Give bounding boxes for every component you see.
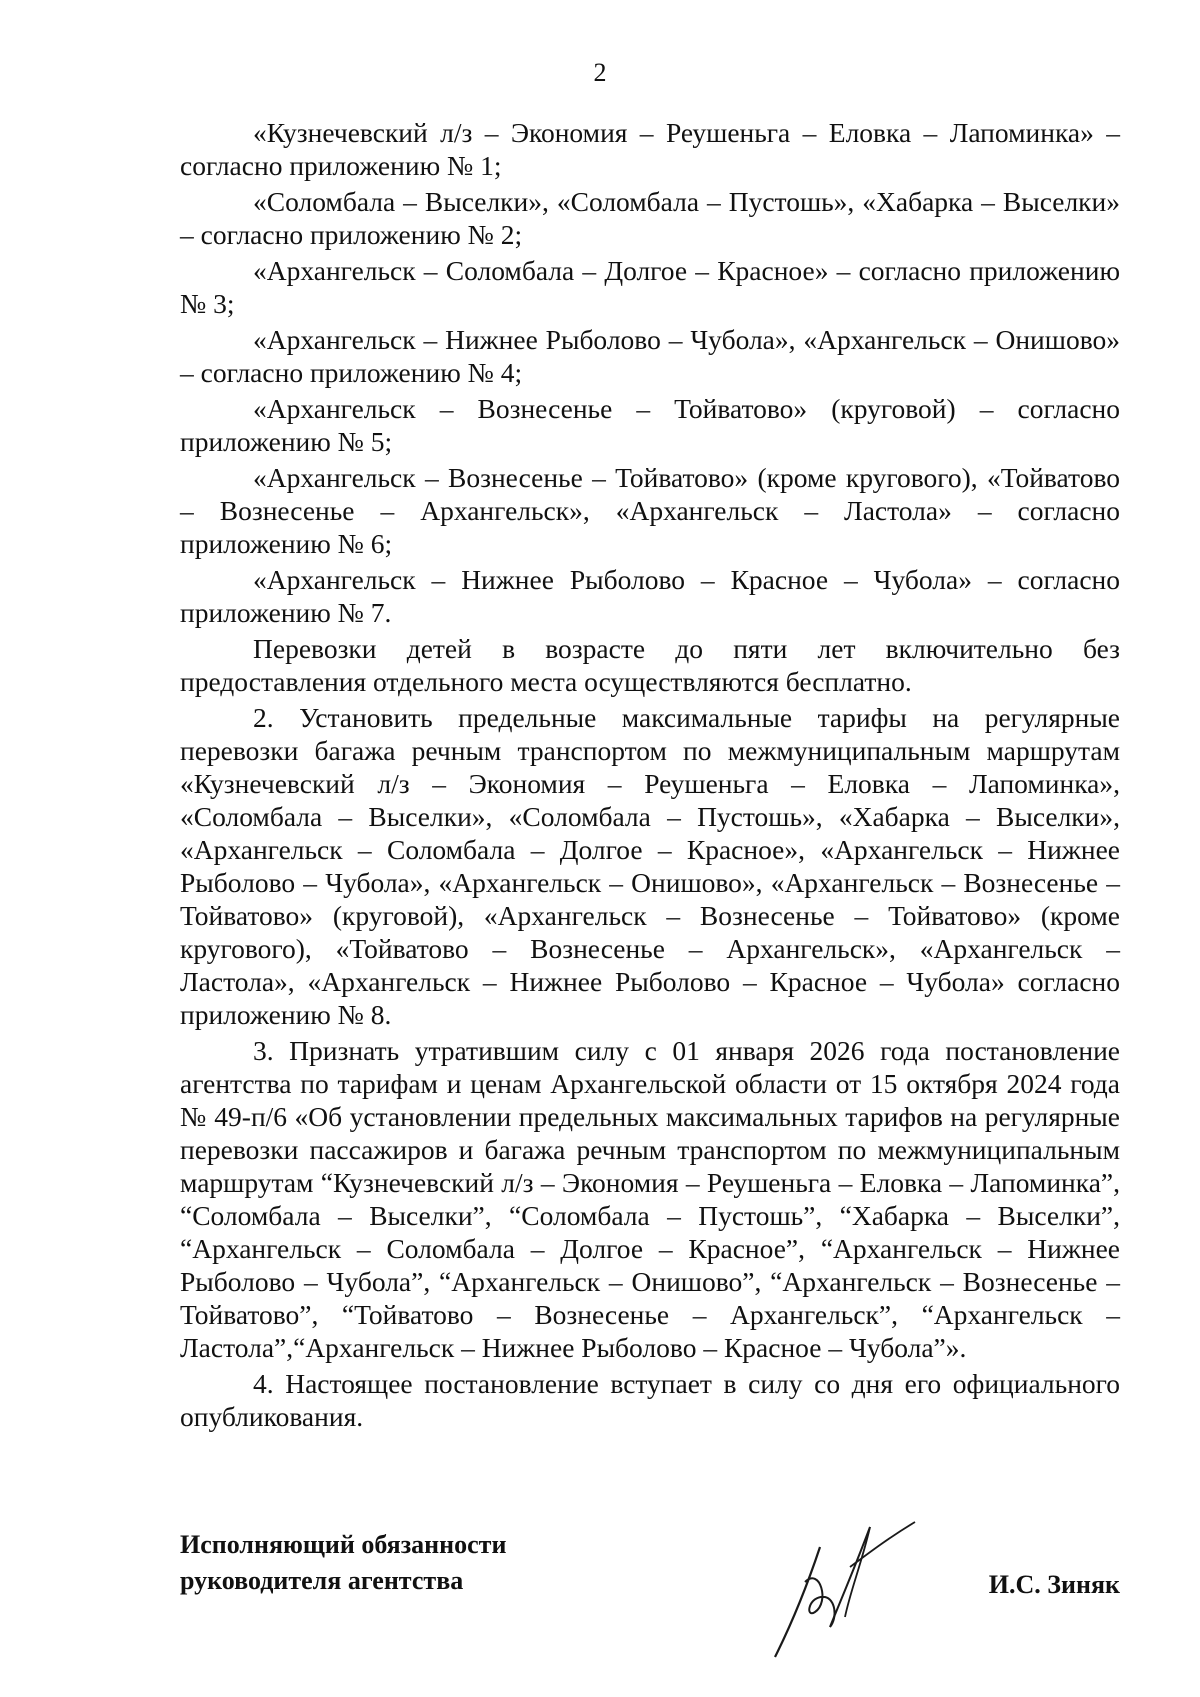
paragraph-route-non-circular: «Архангельск – Вознесенье – Тойватово» (кроме кругового), «Тойватово – Вознесенье – Архангельск», «Архангельск – Ластола» – согласно приложению № 6;: [180, 462, 1120, 559]
paragraph-route-kuznechevsky: «Кузнечевский л/з – Экономия – Реушеньга – Еловка – Лапоминка» – согласно приложению № 1;: [180, 117, 1120, 181]
paragraph-item-2-baggage-tariffs: 2. Установить предельные максимальные тарифы на регулярные перевозки багажа речным транспортом по межмуниципальным маршрутам «Кузнечевский л/з – Экономия – Реушеньга – Еловка – Лапоминка», «Соломбала – Выселки», «Соломбала – Пустошь», «Хабарка – Выселки», «Архангельск – Соломбала – Долгое – Красное», «Архангельск – Нижнее Рыболово – Чубола», «Архангельск – Онишово», «Архангельск – Вознесенье – Тойватово» (круговой), «Архангельск – Вознесенье – Тойватово» (кроме кругового), «Тойватово – Вознесенье – Архангельск», «Архангельск – Ластола», «Архангельск – Нижнее Рыболово – Красное – Чубола» согласно приложению № 8.: [180, 702, 1120, 1030]
paragraph-route-krasnoe-chubola: «Архангельск – Нижнее Рыболово – Красное – Чубола» – согласно приложению № 7.: [180, 564, 1120, 628]
signatory-position-line2: руководителя агентства: [180, 1566, 464, 1595]
paragraph-route-chubola: «Архангельск – Нижнее Рыболово – Чубола», «Архангельск – Онишово» – согласно приложению № 4;: [180, 324, 1120, 388]
signatory-name: И.С. Зиняк: [988, 1570, 1120, 1599]
paragraph-route-circular: «Архангельск – Вознесенье – Тойватово» (круговой) – согласно приложению № 5;: [180, 393, 1120, 457]
signature-block: [180, 1527, 1120, 1667]
handwritten-signature: [750, 1507, 920, 1667]
signatory-position-line1: Исполняющий обязанности: [180, 1530, 507, 1559]
paragraph-route-solombala: «Соломбала – Выселки», «Соломбала – Пустошь», «Хабарка – Выселки» – согласно приложению № 2;: [180, 186, 1120, 250]
document-body: [180, 116, 1120, 1433]
paragraph-item-4-effective: 4. Настоящее постановление вступает в силу со дня его официального опубликования.: [180, 1368, 1120, 1432]
paragraph-route-dolgoe: «Архангельск – Соломбала – Долгое – Красное» – согласно приложению № 3;: [180, 255, 1120, 319]
paragraph-children-free: Перевозки детей в возрасте до пяти лет включительно без предоставления отдельного места осуществляются бесплатно.: [180, 633, 1120, 697]
paragraph-item-3-repeal: 3. Признать утратившим силу с 01 января 2026 года постановление агентства по тарифам и ценам Архангельской области от 15 октября 2024 года № 49-п/6 «Об установлении предельных максимальных тарифов на регулярные перевозки пассажиров и багажа речным транспортом по межмуниципальным маршрутам “Кузнечевский л/з – Экономия – Реушеньга – Еловка – Лапоминка”, “Соломбала – Выселки”, “Соломбала – Пустошь”, “Хабарка – Выселки”, “Архангельск – Соломбала – Долгое – Красное”, “Архангельск – Нижнее Рыболово – Чубола”, “Архангельск – Онишово”, “Архангельск – Вознесенье – Тойватово”, “Тойватово – Вознесенье – Архангельск”, “Архангельск –Ластола”,“Архангельск – Нижнее Рыболово – Красное – Чубола”».: [180, 1035, 1120, 1363]
signatory-position: [180, 1527, 506, 1599]
page-number: 2: [593, 58, 607, 87]
